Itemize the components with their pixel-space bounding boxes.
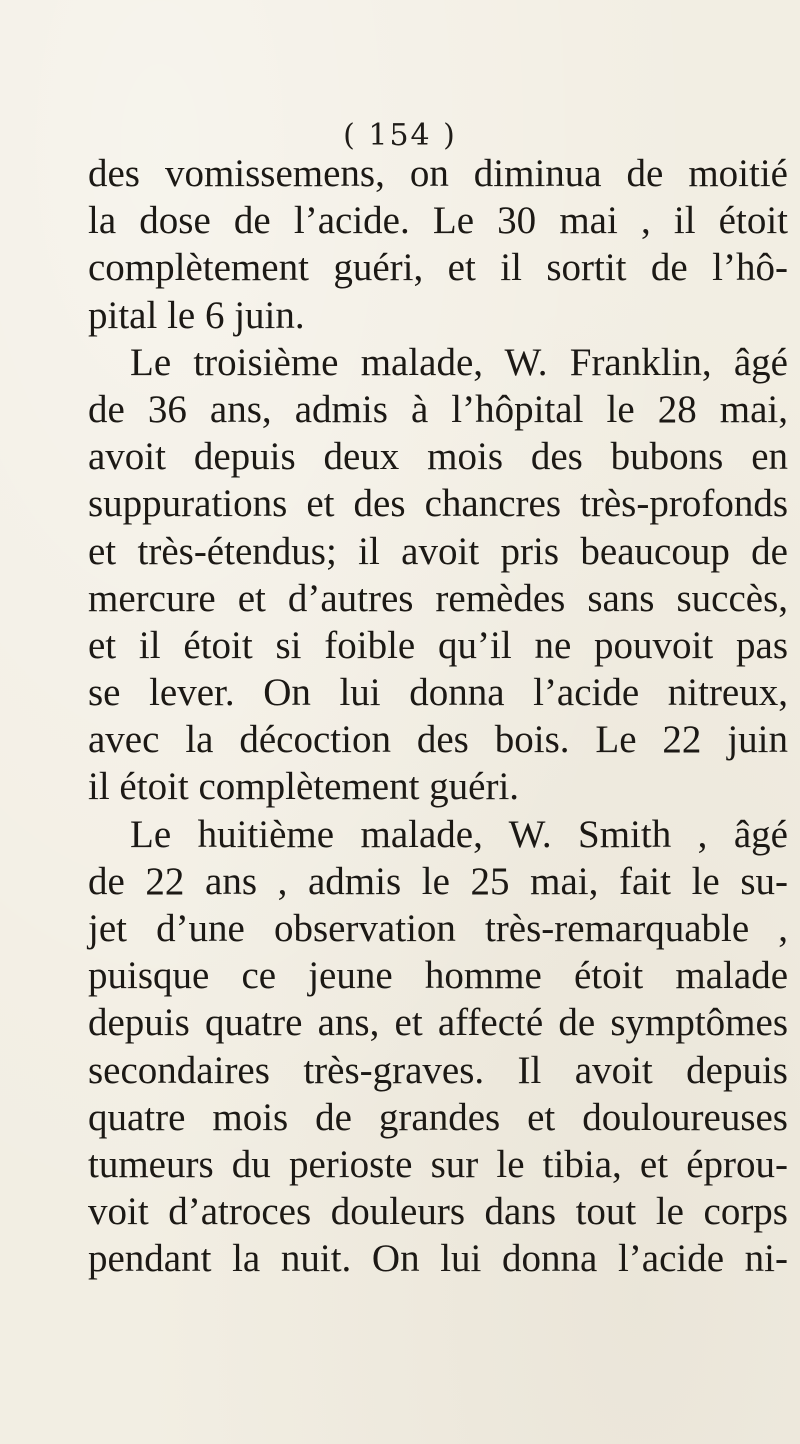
paragraph-start-line: Le troisième malade, W. Franklin, âgé: [130, 340, 788, 384]
text-line: pital le 6 juin.: [88, 293, 305, 337]
text-line: complètement guéri, et il sortit de l’hô-: [88, 246, 788, 290]
text-line: des vomissemens, on diminua de moitié: [88, 152, 788, 195]
text-line: pendant la nuit. On lui donna l’acide ni-: [88, 1237, 788, 1281]
text-line: de 22 ans , admis le 25 mai, fait le su-: [88, 859, 788, 903]
page-number: ( 154 ): [343, 118, 457, 153]
text-line: voit d’atroces douleurs dans tout le corps: [88, 1190, 788, 1234]
text-line: jet d’une observation très-remarquable ,: [88, 907, 788, 950]
text-line: avec la décoction des bois. Le 22 juin: [88, 718, 788, 762]
text-line: et très-étendus; il avoit pris beaucoup de: [88, 529, 788, 573]
text-line: se lever. On lui donna l’acide nitreux,: [88, 671, 788, 715]
text-line: puisque ce jeune homme étoit malade: [88, 954, 788, 998]
text-line: tumeurs du perioste sur le tibia, et éprou-: [88, 1142, 788, 1186]
text-line: et il étoit si foible qu’il ne pouvoit pas: [88, 623, 788, 667]
text-line: suppurations et des chancres très-profonds: [88, 482, 788, 526]
text-line: secondaires très-graves. Il avoit depuis: [88, 1048, 788, 1092]
text-line: mercure et d’autres remèdes sans succès,: [88, 576, 788, 620]
text-line: il étoit complètement guéri.: [88, 765, 520, 809]
text-line: depuis quatre ans, et affecté de symptômes: [88, 1001, 788, 1045]
text-line: la dose de l’acide. Le 30 mai , il étoit: [88, 199, 788, 243]
text-line: quatre mois de grandes et douloureuses: [88, 1095, 788, 1139]
paragraph-start-line: Le huitième malade, W. Smith , âgé: [130, 812, 788, 856]
text-line: avoit depuis deux mois des bubons en: [88, 435, 788, 479]
body-text: [88, 150, 788, 1283]
text-line: de 36 ans, admis à l’hôpital le 28 mai,: [88, 387, 788, 431]
